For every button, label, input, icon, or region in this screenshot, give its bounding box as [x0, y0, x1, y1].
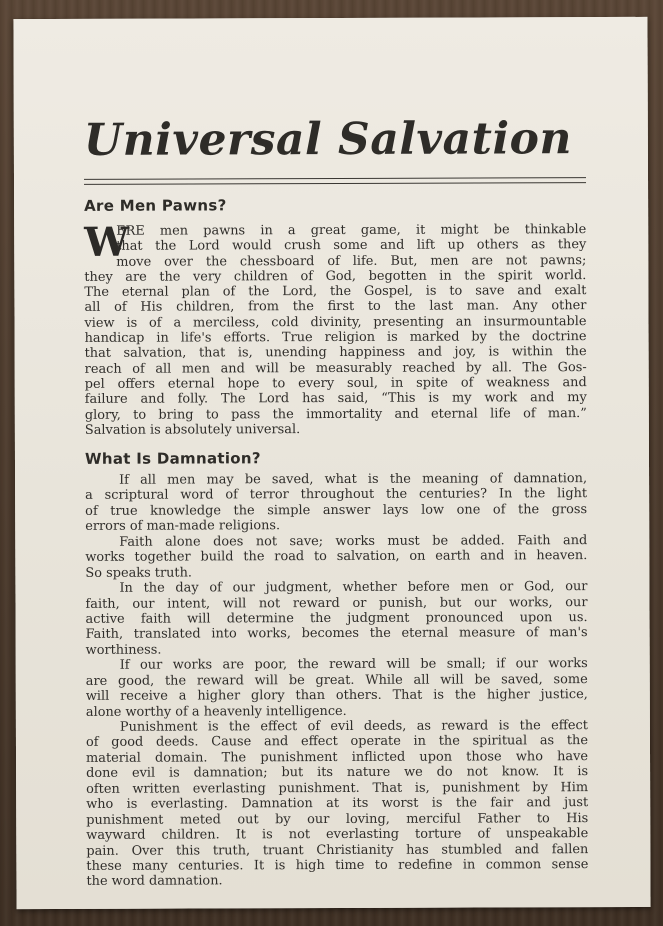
- body-line: Faith, translated into works, becomes the eternal measure of man's: [85, 625, 588, 643]
- body-line: all of His children, from the first to the last man. Any other: [84, 298, 587, 316]
- body-line: often written everlasting punishment. That is, punishment by Him: [86, 779, 589, 797]
- body-line: active faith will determine the judgment pronounced upon us.: [85, 610, 588, 627]
- body-line: done evil is damnation; but its nature we do not know. It is: [86, 764, 589, 782]
- body-line: works together build the road to salvation, on earth and in heaven.: [85, 548, 588, 566]
- title-rule-bottom: [84, 182, 586, 185]
- body-line: pel offers eternal hope to every soul, in spite of weakness and: [84, 375, 587, 392]
- section-heading-damnation: What Is Damnation?: [84, 449, 261, 468]
- document-page: [13, 17, 650, 909]
- body-line: worthiness.: [85, 642, 162, 658]
- body-line: In the day of our judgment, whether before men or God, our: [119, 579, 588, 596]
- body-line: ERE men pawns in a great game, it might be thinkable: [116, 222, 587, 239]
- body-line: So speaks truth.: [85, 565, 193, 581]
- body-line: If all men may be saved, what is the meaning of damnation,: [119, 471, 588, 488]
- body-line: glory, to bring to pass the immortality and eternal life of man.”: [84, 405, 587, 423]
- body-line: who is everlasting. Damnation at its worst is the fair and just: [86, 795, 589, 813]
- body-line: that the Lord would crush some and lift up others as they: [116, 237, 587, 255]
- body-line: If our works are poor, the reward will be small; if our works: [119, 656, 588, 673]
- body-line: they are the very children of God, begotten in the spirit world.: [84, 268, 587, 285]
- body-line: alone worthy of a heavenly intelligence.: [85, 703, 347, 720]
- body-line: will receive a higher glory than others. That is the higher justice,: [85, 687, 588, 704]
- section-heading-pawns: Are Men Pawns?: [84, 196, 227, 215]
- body-line: reach of all men and will be measurably reached by all. The Gos-: [84, 359, 587, 377]
- body-line: wayward children. It is not everlasting torture of unspeakable: [86, 826, 589, 843]
- body-line: Punishment is the effect of evil deeds, as reward is the effect: [119, 718, 588, 735]
- title-rule-top: [84, 177, 586, 180]
- body-line: a scriptural word of terror throughout the centuries? In the light: [85, 486, 588, 504]
- body-line: of good deeds. Cause and effect operate in the spiritual as the: [85, 733, 588, 751]
- body-line: The eternal plan of the Lord, the Gospel, is to save and exalt: [84, 283, 587, 301]
- body-line: are good, the reward will be great. While all will be saved, some: [85, 671, 588, 689]
- body-line: these many centuries. It is high time to redefine in common sense: [86, 857, 589, 874]
- body-line: view is of a merciless, cold divinity, presenting an insurmountable: [84, 313, 587, 331]
- body-line: Salvation is absolutely universal.: [84, 421, 301, 438]
- body-line: material domain. The punishment inflicted upon those who have: [86, 748, 589, 766]
- body-line: that salvation, that is, unending happiness and joy, is within the: [84, 344, 587, 362]
- body-line: pain. Over this truth, truant Christianity has stumbled and fallen: [86, 841, 589, 859]
- body-line: move over the chessboard of life. But, men are not pawns;: [116, 252, 587, 270]
- drop-cap-letter: W: [84, 218, 130, 266]
- page-title: Universal Salvation: [83, 113, 573, 166]
- body-line: errors of man-made religions.: [85, 518, 281, 535]
- body-line: failure and folly. The Lord has said, “This is my work and my: [84, 390, 587, 408]
- body-line: of true knowledge the simple answer lays low one of the gross: [85, 501, 588, 519]
- body-line: Faith alone does not save; works must be added. Faith and: [119, 532, 588, 550]
- section1-body: [84, 218, 587, 438]
- body-line: handicap in life's efforts. True religion is marked by the doctrine: [84, 329, 587, 346]
- section2-body: [85, 471, 588, 890]
- body-line: punishment meted out by our loving, merciful Father to His: [86, 810, 589, 828]
- body-line: the word damnation.: [86, 873, 223, 890]
- body-line: faith, our intent, will not reward or punish, but our works, our: [85, 594, 588, 612]
